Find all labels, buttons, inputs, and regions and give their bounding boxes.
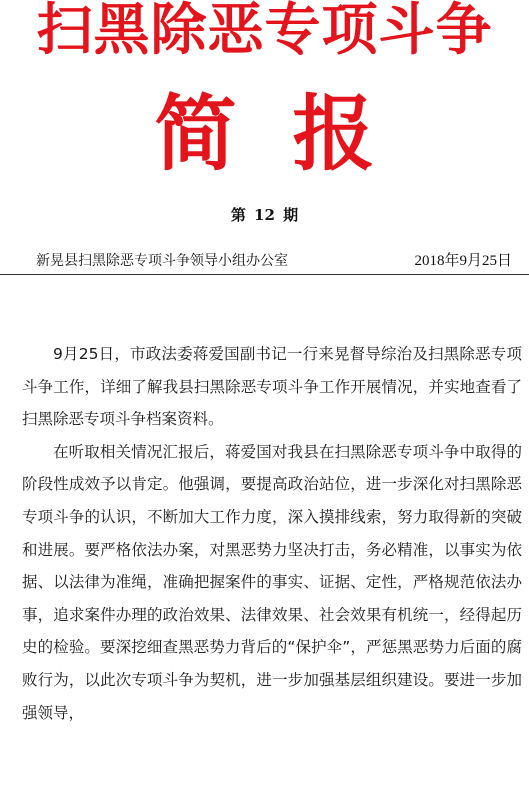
masthead-subtitle xyxy=(0,86,529,182)
issuing-office: 新晃县扫黑除恶专项斗争领导小组办公室 xyxy=(36,253,288,269)
body-paragraph: 9月25日，市政法委蒋爱国副书记一行来晃督导综治及扫黑除恶专项斗争工作，详细了解我县扫黑除恶专项斗争工作开展情况，并实地查看了扫黑除恶专项斗争档案资料。 xyxy=(22,345,522,429)
header-divider xyxy=(0,274,529,275)
meta-row xyxy=(36,250,512,272)
masthead-title: 扫黑除恶专项斗争 xyxy=(36,0,493,63)
issue-date: 2018年9月25日 xyxy=(414,253,512,269)
body-paragraph: 在听取相关情况汇报后，蒋爱国对我县在扫黑除恶专项斗争中取得的阶段性成效予以肯定。他强调，要提高政治站位，进一步深化对扫黑除恶专项斗争的认识，不断加大工作力度，深入摸排线索，努力取得新的突破和进展。要严格依法办案，对黑恶势力坚决打击，务必精准，以事实为依据、以法律为准绳，准确把握案件的事实、证据、定性，严格规范依法办事，追求案件办理的政治效果、法律效果、社会效果有机统一，经得起历史的检验。要深挖细查黑恶势力背后的“保护伞”，严惩黑恶势力后面的腐败行为，以此次专项斗争为契机，进一步加强基层组织建设。要进一步加强领导， xyxy=(22,442,522,722)
masthead-subtitle-char-2: 报 xyxy=(292,86,375,182)
issue-number: 第 12 期 xyxy=(230,206,299,224)
masthead-subtitle-char-1: 简 xyxy=(154,86,237,182)
article-body xyxy=(22,338,522,729)
